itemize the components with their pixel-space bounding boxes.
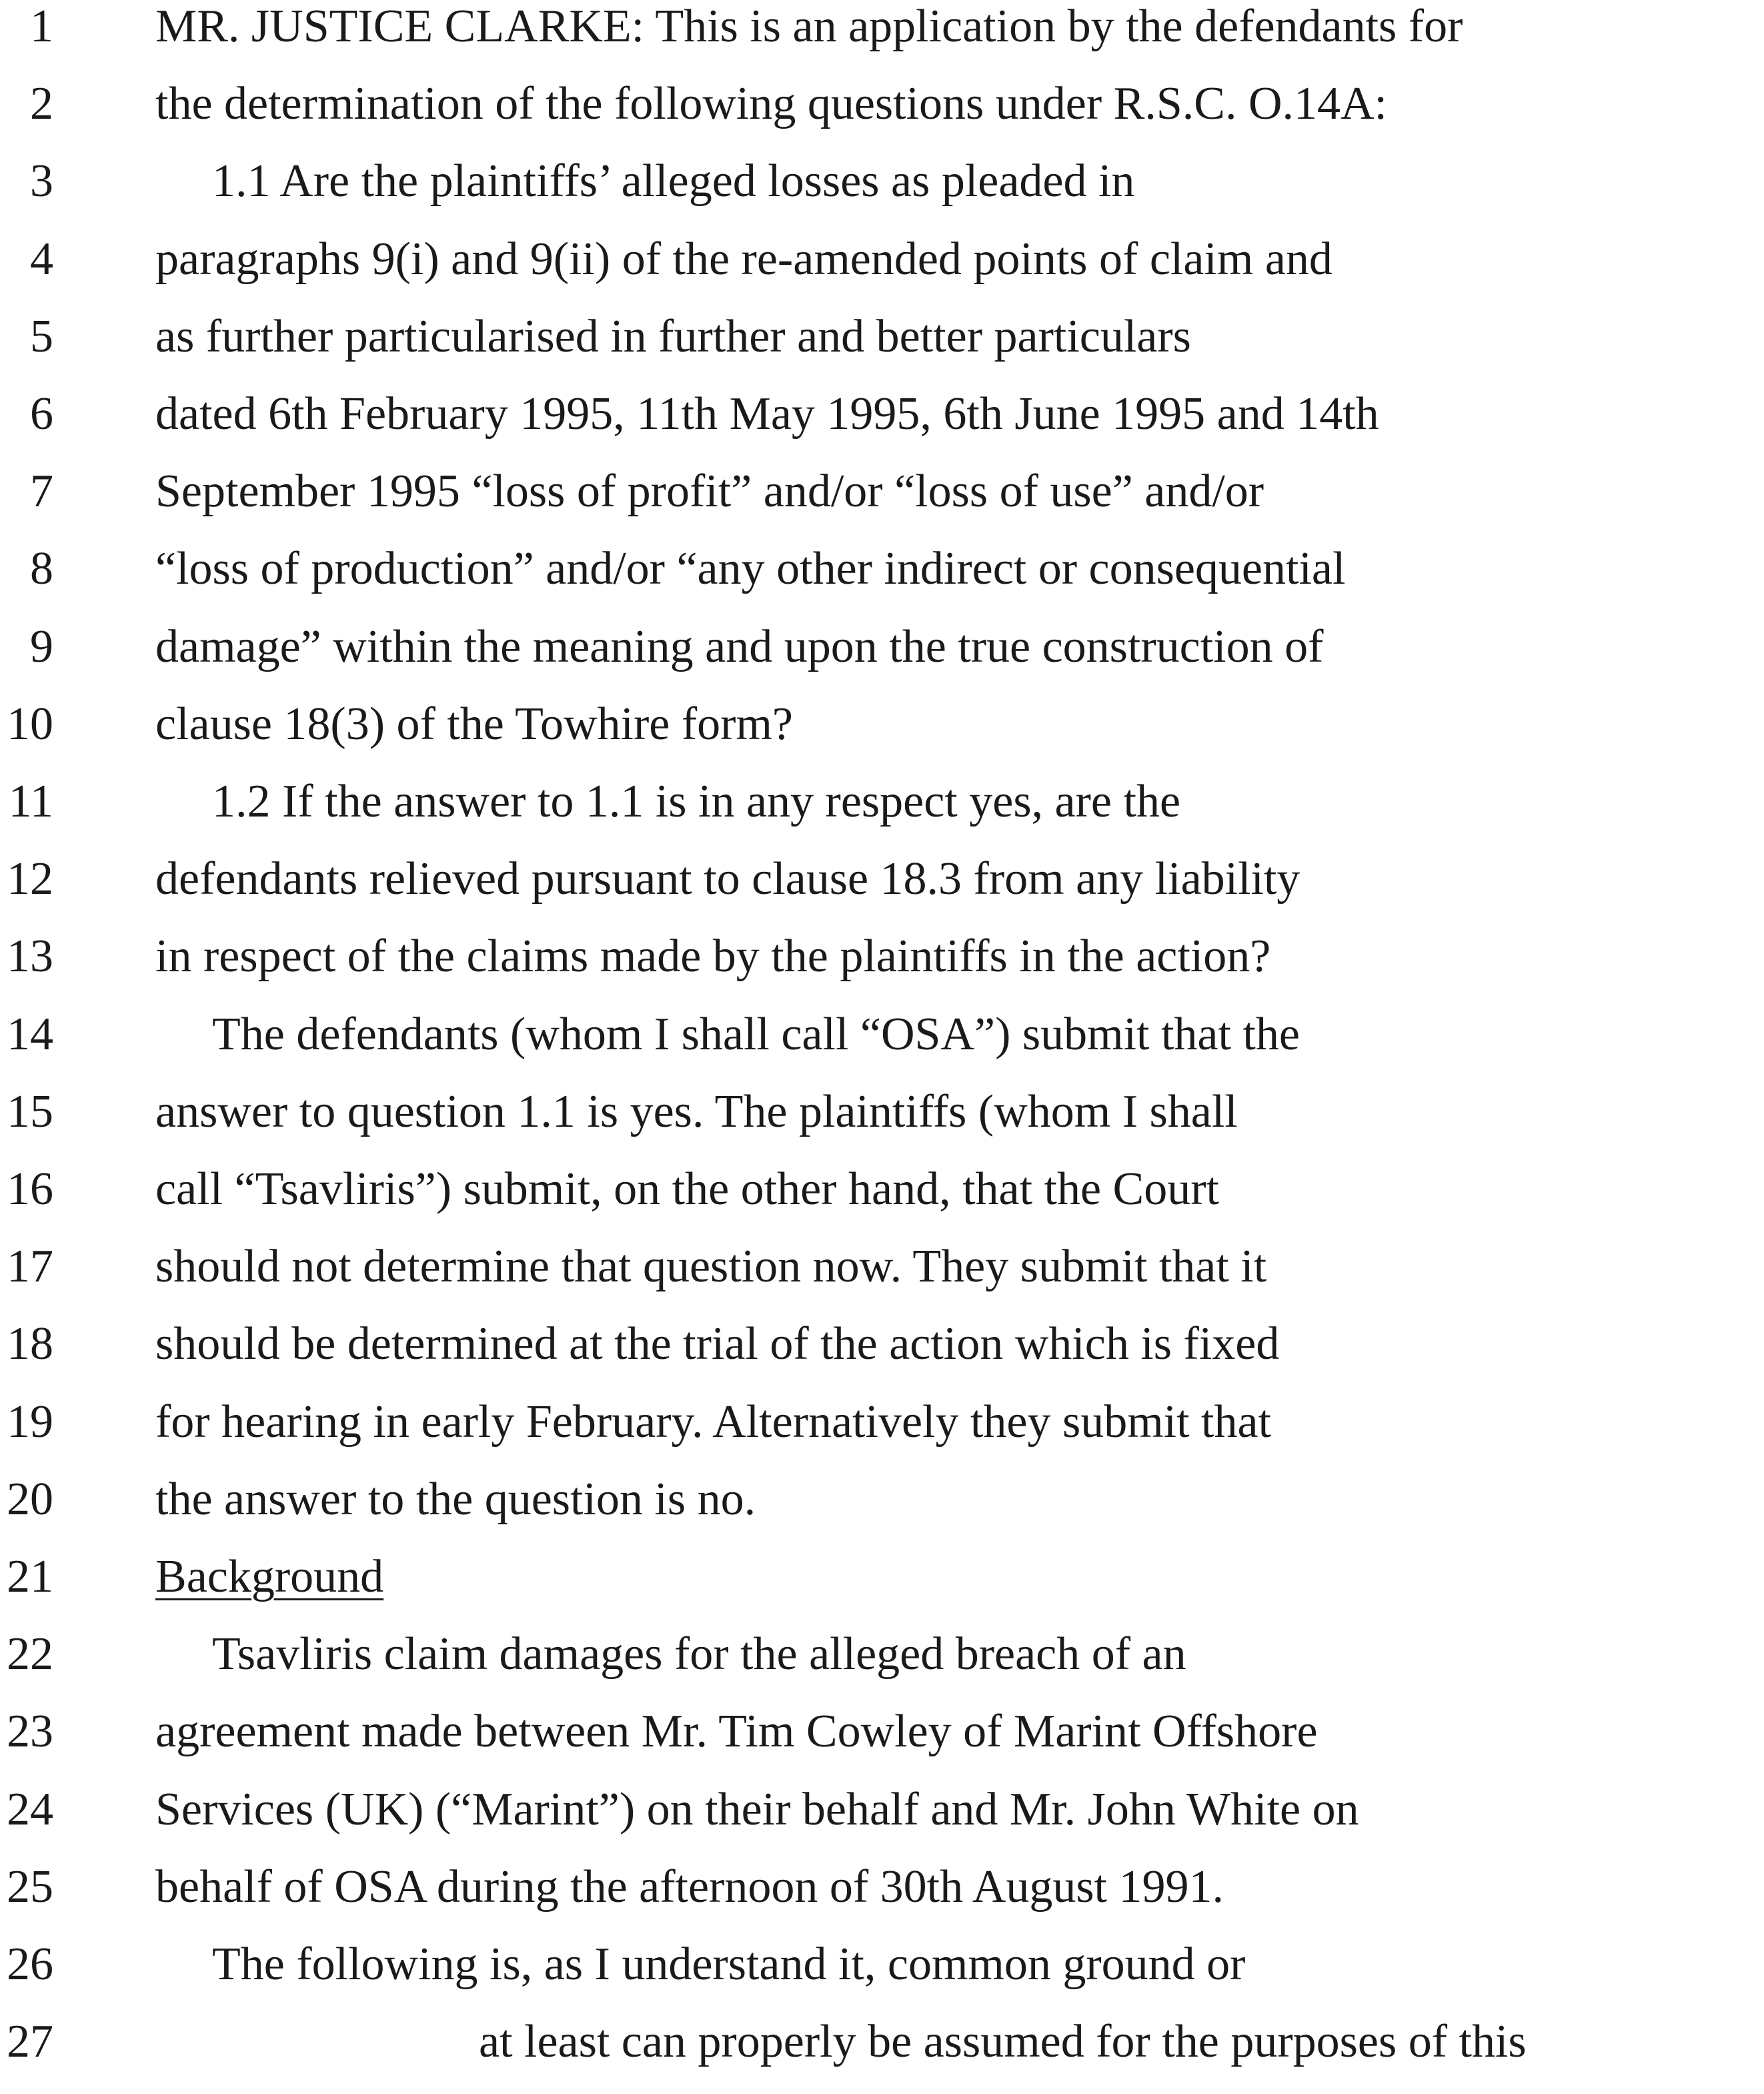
line-text: The defendants (whom I shall call “OSA”) submit that the xyxy=(212,1008,1300,1060)
line-number: 1 xyxy=(30,1,53,52)
document-line xyxy=(0,1939,1764,2017)
line-text: in respect of the claims made by the plaintiffs in the action? xyxy=(155,931,1271,983)
line-number: 7 xyxy=(30,466,53,518)
document-line xyxy=(0,1164,1764,1241)
line-number: 4 xyxy=(30,233,53,285)
line-text: dated 6th February 1995, 11th May 1995, 6th June 1995 and 14th xyxy=(155,388,1379,440)
line-number: 6 xyxy=(30,388,53,440)
line-number: 11 xyxy=(8,776,53,827)
document-line xyxy=(0,776,1764,854)
document-line xyxy=(0,1087,1764,1164)
document-line xyxy=(0,1706,1764,1784)
document-line xyxy=(0,1397,1764,1474)
document-line xyxy=(0,79,1764,156)
document-line xyxy=(0,2017,1764,2094)
line-number: 26 xyxy=(7,1939,53,1990)
line-text: 1.2 If the answer to 1.1 is in any respect yes, are the xyxy=(212,776,1181,827)
line-text: 1.1 Are the plaintiffs’ alleged losses as pleaded in xyxy=(212,155,1135,207)
section-heading: Background xyxy=(155,1551,384,1602)
line-text: should be determined at the trial of the action which is fixed xyxy=(155,1318,1280,1370)
line-number: 21 xyxy=(7,1551,53,1602)
document-line xyxy=(0,1,1764,79)
line-number: 16 xyxy=(7,1163,53,1215)
line-text: answer to question 1.1 is yes. The plaintiffs (whom I shall xyxy=(155,1085,1238,1137)
line-number: 8 xyxy=(30,543,53,595)
line-text: the determination of the following questions under R.S.C. O.14A: xyxy=(155,78,1388,130)
document-line xyxy=(0,466,1764,544)
document-line xyxy=(0,1629,1764,1706)
line-number: 5 xyxy=(30,310,53,362)
line-number: 10 xyxy=(7,698,53,750)
line-text: September 1995 “loss of profit” and/or “loss of use” and/or xyxy=(155,466,1264,518)
document-line xyxy=(0,699,1764,776)
document-line xyxy=(0,389,1764,466)
document-line xyxy=(0,312,1764,389)
document-line xyxy=(0,1862,1764,1939)
line-text: paragraphs 9(i) and 9(ii) of the re-amended points of claim and xyxy=(155,233,1333,285)
line-number: 13 xyxy=(7,931,53,983)
document-line xyxy=(0,156,1764,233)
line-number: 15 xyxy=(7,1085,53,1137)
line-text: at least can properly be assumed for the purposes of this xyxy=(479,2016,1527,2068)
line-text: The following is, as I understand it, common ground or xyxy=(212,1939,1246,1990)
line-number: 2 xyxy=(30,78,53,130)
line-number: 20 xyxy=(7,1473,53,1525)
line-text: for hearing in early February. Alternatively they submit that xyxy=(155,1396,1272,1448)
document-line xyxy=(0,234,1764,312)
line-text: defendants relieved pursuant to clause 18.3 from any liability xyxy=(155,853,1300,905)
line-number: 25 xyxy=(7,1861,53,1913)
line-text: “loss of production” and/or “any other indirect or consequential xyxy=(155,543,1346,595)
line-number: 12 xyxy=(7,853,53,905)
document-line xyxy=(0,854,1764,931)
line-number: 3 xyxy=(30,155,53,207)
line-text: behalf of OSA during the afternoon of 30th August 1991. xyxy=(155,1861,1224,1913)
document-line xyxy=(0,1474,1764,1552)
document-line xyxy=(0,1241,1764,1319)
document-line xyxy=(0,931,1764,1009)
document-line xyxy=(0,1009,1764,1087)
line-number: 24 xyxy=(7,1783,53,1835)
line-number: 9 xyxy=(30,620,53,672)
document-line xyxy=(0,622,1764,699)
document-line xyxy=(0,1319,1764,1396)
line-number: 17 xyxy=(7,1241,53,1293)
line-text: Tsavliris claim damages for the alleged breach of an xyxy=(212,1628,1186,1680)
line-text: MR. JUSTICE CLARKE: This is an application by the defendants for xyxy=(155,1,1463,52)
line-text: call “Tsavliris”) submit, on the other hand, that the Court xyxy=(155,1163,1219,1215)
document-line xyxy=(0,1552,1764,1629)
line-text: damage” within the meaning and upon the true construction of xyxy=(155,620,1324,672)
line-text: as further particularised in further and better particulars xyxy=(155,310,1191,362)
line-number: 27 xyxy=(7,2016,53,2068)
line-text: should not determine that question now. They submit that it xyxy=(155,1241,1267,1293)
document-line xyxy=(0,544,1764,621)
document-line xyxy=(0,1784,1764,1862)
line-text: agreement made between Mr. Tim Cowley of Marint Offshore xyxy=(155,1706,1318,1758)
line-number: 19 xyxy=(7,1396,53,1448)
line-text: the answer to the question is no. xyxy=(155,1473,756,1525)
line-text: clause 18(3) of the Towhire form? xyxy=(155,698,793,750)
line-number: 18 xyxy=(7,1318,53,1370)
line-text: Services (UK) (“Marint”) on their behalf and Mr. John White on xyxy=(155,1783,1359,1835)
line-number: 22 xyxy=(7,1628,53,1680)
line-number: 14 xyxy=(7,1008,53,1060)
line-number: 23 xyxy=(7,1706,53,1758)
